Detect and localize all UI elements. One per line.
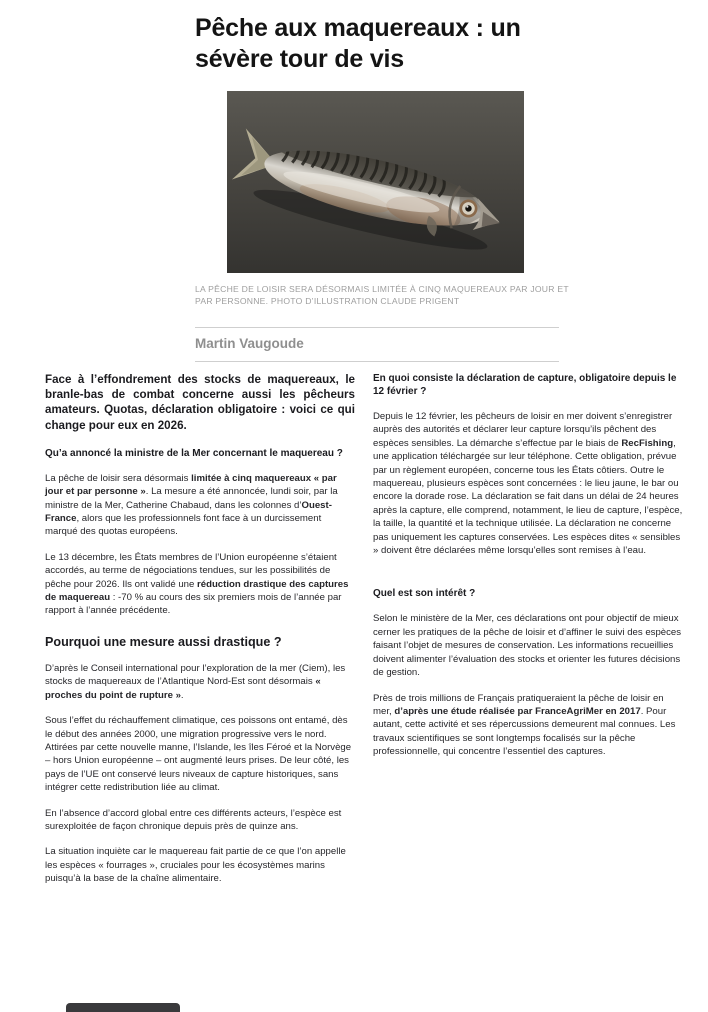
article-question: Quel est son intérêt ? xyxy=(373,588,476,600)
article-paragraph: En l’absence d’accord global entre ces différents acteurs, l’espèce est surexploitée de façon chronique depuis près de quinze ans. xyxy=(45,807,342,832)
article-column-right xyxy=(373,368,683,886)
article-paragraph: La pêche de loisir sera désormais limitée à cinq maquereaux « par jour et par personne ». La mesure a été annoncée, lundi soir, par la ministre de la Mer, Catherine Chabaud, dans les colonnes d’Ouest-France, alors que les professionnels font face à un durcissement marqué des quotas européens. xyxy=(45,472,338,538)
article-paragraph: Sous l’effet du réchauffement climatique, ces poissons ont entamé, dès le début des années 2000, une migration progressive vers le nord. Attirées par cette nouvelle manne, l’Islande, les îles Féroé et la Norvège – hors Union européenne – ont augmenté leurs prises. De leur côté, les pays de l’UE ont conservé leurs niveaux de capture historiques, sans intégrer cette redistribution liée au climat. xyxy=(45,715,352,794)
article-column-left xyxy=(45,368,355,886)
bottom-bar xyxy=(66,1003,180,1012)
mackerel-photo-illustration xyxy=(227,91,524,273)
author-name: Martin Vaugoude xyxy=(195,335,304,351)
article-paragraph: Depuis le 12 février, les pêcheurs de loisir en mer doivent s’enregistrer auprès des autorités et déclarer leur capture lorsqu’ils pêchent des espèces sensibles. La démarche s’effectue par le biais de RecFishing, une application téléchargée sur leur téléphone. Cette obligation, prévue par un règlement européen, concerne tous les États côtiers. Outre le maquereau, plusieurs espèces sont concernées : le lieu jaune, le bar ou encore la dorade rose. La déclaration se fait dans un délai de 24 heures après la capture, elle comprend, notamment, le lieu de capture, l’espèce, la taille, la quantité et la technique utilisée. La déclaration ne concerne pas uniquement les captures conservées. Les espèces dites « sensibles » doivent être déclarées même lorsqu’elles sont remises à l’eau. xyxy=(373,411,683,557)
photo-caption: LA PÊCHE DE LOISIR SERA DÉSORMAIS LIMITÉE À CINQ MAQUEREAUX PAR JOUR ET PAR PERSONNE. PHOTO D’ILLUSTRATION CLAUDE PRIGENT xyxy=(195,284,569,307)
article-question: En quoi consiste la déclaration de capture, obligatoire depuis le 12 février ? xyxy=(373,373,677,397)
article-header xyxy=(195,0,587,362)
article-lead: Face à l’effondrement des stocks de maquereaux, le branle-bas de combat concerne aussi les pêcheurs amateurs. Quotas, déclaration obligatoire : voici ce qui change pour eux en 2026. xyxy=(45,373,355,432)
article-paragraph: Près de trois millions de Français pratiqueraient la pêche de loisir en mer, d’après une étude réalisée par FranceAgriMer en 2017. Pour autant, cette activité et ses répercussions demeurent mal connues. Les travaux scientifiques se sont longtemps focalisés sur la pêche professionnelle, qui concentre l’essentiel des captures. xyxy=(373,692,676,758)
article-paragraph: La situation inquiète car le maquereau fait partie de ce que l’on appelle les espèces « fourrages », cruciales pour les écosystèmes marins puisqu’à la base de la chaîne alimentaire. xyxy=(45,846,346,885)
article-paragraph: Le 13 décembre, les États membres de l’Union européenne s’étaient accordés, au terme de négociations tendues, sur les possibilités de pêche pour 2026. Ils ont validé une réduction drastique des captures de maquereau : -70 % au cours des six premiers mois de l’année par rapport à l’année précédente. xyxy=(45,551,349,617)
article-photo xyxy=(227,91,524,273)
article-question: Pourquoi une mesure aussi drastique ? xyxy=(45,634,282,649)
page-title: Pêche aux maquereaux : un sévère tour de vis xyxy=(195,14,521,73)
article-question: Qu’a annoncé la ministre de la Mer concernant le maquereau ? xyxy=(45,447,343,459)
author-block xyxy=(195,327,559,362)
article-paragraph: Selon le ministère de la Mer, ces déclarations ont pour objectif de mieux cerner les pratiques de la pêche de loisir et d’affiner le suivi des espèces faisant l’objet de mesures de conservation. Les informations recueillies doivent alimenter l’évaluation des stocks et orienter les futures décisions de gestion. xyxy=(373,613,682,679)
article-body xyxy=(45,368,683,886)
article-paragraph: D’après le Conseil international pour l’exploration de la mer (Ciem), les stocks de maquereaux de l’Atlantique Nord-Est sont désormais « proches du point de rupture ». xyxy=(45,662,346,701)
